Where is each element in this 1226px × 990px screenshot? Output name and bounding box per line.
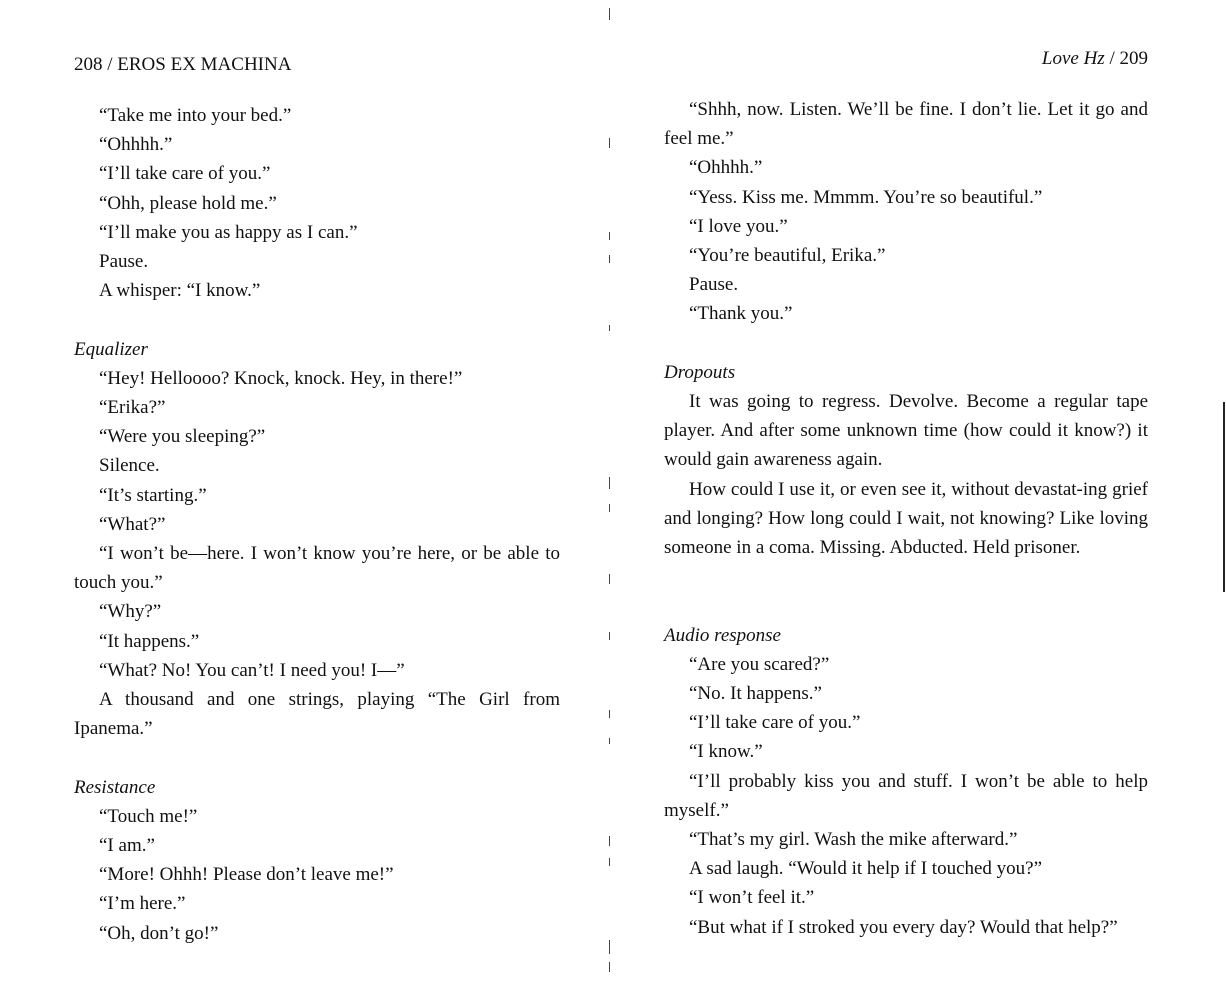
paragraph: “Touch me!” [99, 805, 198, 827]
paragraph: “I’m here.” [99, 893, 186, 915]
scan-edge-line [1223, 402, 1225, 592]
paragraph: “I know.” [689, 741, 763, 763]
gutter-mark [609, 940, 610, 954]
paragraph: Silence. [99, 455, 160, 477]
paragraph: “I love you.” [689, 215, 788, 237]
paragraph: “I’ll probably kiss you and stuff. I won’t be able to help myself.” [664, 770, 1148, 821]
paragraph: Pause. [689, 274, 739, 296]
gutter-mark [609, 325, 610, 331]
paragraph: “I’ll take care of you.” [99, 163, 271, 185]
paragraph: “You’re beautiful, Erika.” [689, 245, 886, 266]
section-heading-dropouts: Dropouts [664, 361, 736, 383]
gutter-mark [609, 504, 610, 512]
paragraph: “Ohhhh.” [99, 134, 173, 156]
paragraph: “I’ll take care of you.” [689, 712, 861, 734]
gutter-mark [609, 255, 610, 263]
paragraph: “Take me into your bed.” [99, 105, 292, 126]
paragraph: “Shhh, now. Listen. We’ll be fine. I don’t lie. Let it go and feel me.” [664, 99, 1148, 150]
left-running-head-text: 208 / EROS EX MACHINA [74, 54, 292, 75]
section-heading-resistance: Resistance [74, 776, 156, 798]
right-running-head-number: / 209 [1104, 48, 1148, 69]
gutter-mark [609, 836, 610, 846]
gutter-mark [609, 232, 610, 240]
paragraph: “I am.” [99, 834, 155, 856]
paragraph: “Erika?” [99, 397, 166, 418]
paragraph: “Oh, don’t go!” [99, 922, 219, 944]
paragraph: “Why?” [99, 601, 162, 623]
paragraph: “It happens.” [99, 630, 200, 652]
paragraph: “Ohh, please hold me.” [99, 192, 277, 214]
paragraph: “It’s starting.” [99, 484, 207, 506]
section-heading-audio-response: Audio response [664, 624, 781, 646]
paragraph: Pause. [99, 251, 149, 273]
gutter-mark [609, 710, 610, 718]
paragraph: “No. It happens.” [689, 682, 822, 704]
gutter-mark [609, 962, 610, 972]
paragraph: “I’ll make you as happy as I can.” [99, 221, 358, 243]
paragraph: “More! Ohhh! Please don’t leave me!” [99, 864, 394, 886]
paragraph: “But what if I stroked you every day? Would that help?” [689, 916, 1118, 938]
paragraph: “What? No! You can’t! I need you! I—” [99, 659, 405, 681]
paragraph: “I won’t be—here. I won’t know you’re here, or be able to touch you.” [74, 543, 560, 594]
right-running-head [1042, 48, 1148, 70]
gutter-mark [609, 632, 610, 640]
section-gap [74, 305, 560, 334]
paragraph: How could I use it, or even see it, without devastat-ing grief and longing? How long could I wait, not knowing? Like loving someone in a coma. Missing. Abducted. Held prisoner. [664, 478, 1148, 558]
right-running-head-title: Love Hz [1041, 48, 1105, 69]
right-page-body [664, 95, 1148, 942]
gutter-mark [609, 477, 610, 489]
paragraph: “Thank you.” [689, 303, 793, 325]
section-gap [664, 591, 1148, 620]
paragraph: It was going to regress. Devolve. Become a regular tape player. And after some unknown time (how could it know?) it would gain awareness again. [664, 390, 1148, 471]
gutter-mark [609, 738, 610, 744]
paragraph: “That’s my girl. Wash the mike afterward.” [689, 828, 1018, 850]
paragraph: A whisper: “I know.” [99, 280, 261, 302]
paragraph: “Were you sleeping?” [99, 426, 266, 448]
gutter-mark [609, 574, 610, 584]
section-heading-equalizer: Equalizer [74, 338, 148, 360]
paragraph: “Are you scared?” [689, 653, 830, 675]
left-running-head [74, 54, 291, 76]
paragraph: “I won’t feel it.” [689, 887, 815, 909]
paragraph: “Yess. Kiss me. Mmmm. You’re so beautiful.” [689, 186, 1043, 208]
gutter-mark [609, 138, 610, 148]
paragraph: “Ohhhh.” [689, 157, 763, 179]
section-gap [664, 329, 1148, 358]
paragraph: A sad laugh. “Would it help if I touched you?” [689, 858, 1043, 880]
paragraph: A thousand and one strings, playing “The Girl from Ipanema.” [74, 689, 560, 740]
gutter-mark [609, 858, 610, 866]
paragraph: “What?” [99, 513, 166, 535]
paragraph: “Hey! Helloooo? Knock, knock. Hey, in there!” [99, 367, 463, 389]
gutter-mark [609, 8, 610, 20]
section-gap [74, 743, 560, 772]
left-page-body [74, 101, 560, 948]
